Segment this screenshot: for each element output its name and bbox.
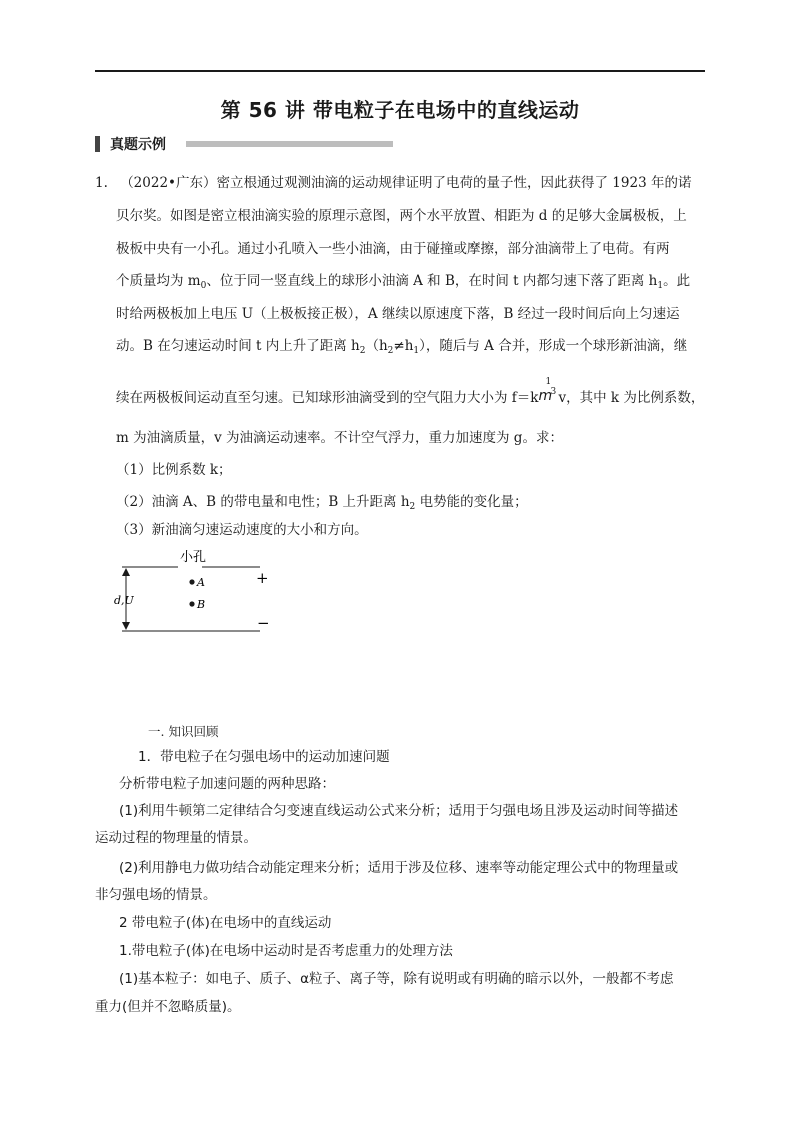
top-rule (95, 70, 705, 72)
question-3: （3）新油滴匀速运动速度的大小和方向。 (116, 522, 368, 538)
hole-label: 小孔 (180, 550, 207, 565)
section-rule (186, 141, 393, 147)
text-seg: 个质量均为 m (116, 273, 201, 289)
frac-den: 3 (550, 387, 557, 397)
problem-line-5: 时给两极板加上电压 U（上极板接正极），A 继续以原速度下落，B 经过一段时间后向上匀速运 (116, 306, 680, 322)
subscript: 2 (359, 346, 366, 356)
text-seg: ≠h (393, 338, 414, 354)
review-item1: 1.带电粒子(体)在电场中运动时是否考虑重力的处理方法 (119, 943, 453, 959)
problem-line-4 (116, 271, 690, 291)
subscript: 2 (409, 502, 416, 512)
review-p3-line2: 重力(但并不忽略质量)。 (95, 999, 241, 1015)
plus-sign: + (256, 569, 269, 587)
question-1: （1）比例系数 k； (116, 462, 232, 478)
problem-line-8: m 为油滴质量，v 为油滴运动速率。不计空气浮力，重力加速度为 g。求： (116, 430, 563, 446)
arrow-down-icon (122, 622, 130, 630)
problem-text: （2022•广东）密立根通过观测油滴的运动规律证明了电荷的量子性，因此获得了 1923 年的诺 (120, 175, 692, 191)
problem-line-2: 贝尔奖。如图是密立根油滴实验的原理示意图，两个水平放置、相距为 d 的足够大金属极板，上 (116, 208, 687, 224)
review-p1-line2: 运动过程的物理量的情景。 (95, 830, 257, 846)
review-sub1: 1．带电粒子在匀强电场中的运动加速问题 (138, 749, 390, 765)
review-p1-line1: (1)利用牛顿第二定律结合匀变速直线运动公式来分析；适用于匀强电场且涉及运动时间等描述 (119, 803, 679, 819)
arrow-up-icon (122, 568, 130, 576)
review-p2-line1: (2)利用静电力做功结合动能定理来分析；适用于涉及位移、速率等动能定理公式中的物理量或 (119, 860, 679, 876)
review-sub2: 2 带电粒子(体)在电场中的直线运动 (119, 915, 332, 931)
frac-m: m (538, 388, 553, 404)
subscript: 0 (200, 281, 207, 291)
droplet-a-icon (189, 579, 194, 584)
review-p3-line1: (1)基本粒子：如电子、质子、α粒子、离子等，除有说明或有明确的暗示以外，一般都不考虑 (119, 971, 674, 987)
minus-sign: − (257, 614, 270, 632)
text-seg: 电势能的变化量； (415, 494, 528, 510)
section-label: 真题示例 (110, 137, 166, 153)
text-seg: ），随后与 A 合并，形成一个球形新油滴，继 (419, 338, 688, 354)
problem-line-6 (116, 336, 687, 356)
text-seg: 续在两极板间运动直至匀速。已知球形油滴受到的空气阻力大小为 f＝k (116, 390, 539, 406)
problem-line-1 (95, 173, 691, 193)
problem-line-3: 极板中央有一小孔。通过小孔喷入一些小油滴，由于碰撞或摩擦，部分油滴带上了电荷。有两 (116, 241, 670, 257)
question-2 (116, 492, 528, 512)
fraction-exponent (538, 377, 558, 404)
gap-label: d,U (114, 594, 134, 607)
droplet-b-icon (189, 601, 194, 606)
text-seg: 动。B 在匀速运动时间 t 内上升了距离 h (116, 338, 360, 354)
problem-number: 1. (95, 175, 108, 191)
subscript: 1 (657, 281, 664, 291)
review-heading: 一. 知识回顾 (148, 724, 219, 739)
label-a: A (197, 576, 205, 589)
subscript: 2 (387, 346, 394, 356)
text-seg: （2）油滴 A、B 的带电量和电性；B 上升距离 h (116, 494, 410, 510)
review-p2-line2: 非匀强电场的情景。 (95, 887, 217, 903)
section-marker (95, 136, 100, 152)
text-seg: 。此 (663, 273, 691, 289)
label-b: B (197, 598, 206, 611)
frac-num: 1 (545, 377, 552, 387)
text-seg: （h (365, 338, 388, 354)
page-title: 第 56 讲 带电粒子在电场中的直线运动 (220, 98, 580, 122)
subscript: 1 (413, 346, 420, 356)
text-seg: 、位于同一竖直线上的球形小油滴 A 和 B，在时间 t 内都匀速下落了距离 h (206, 273, 658, 289)
oil-drop-diagram (110, 545, 290, 640)
review-intro: 分析带电粒子加速问题的两种思路： (119, 776, 335, 792)
text-seg: v，其中 k 为比例系数， (558, 390, 705, 406)
problem-line-7 (116, 377, 705, 408)
